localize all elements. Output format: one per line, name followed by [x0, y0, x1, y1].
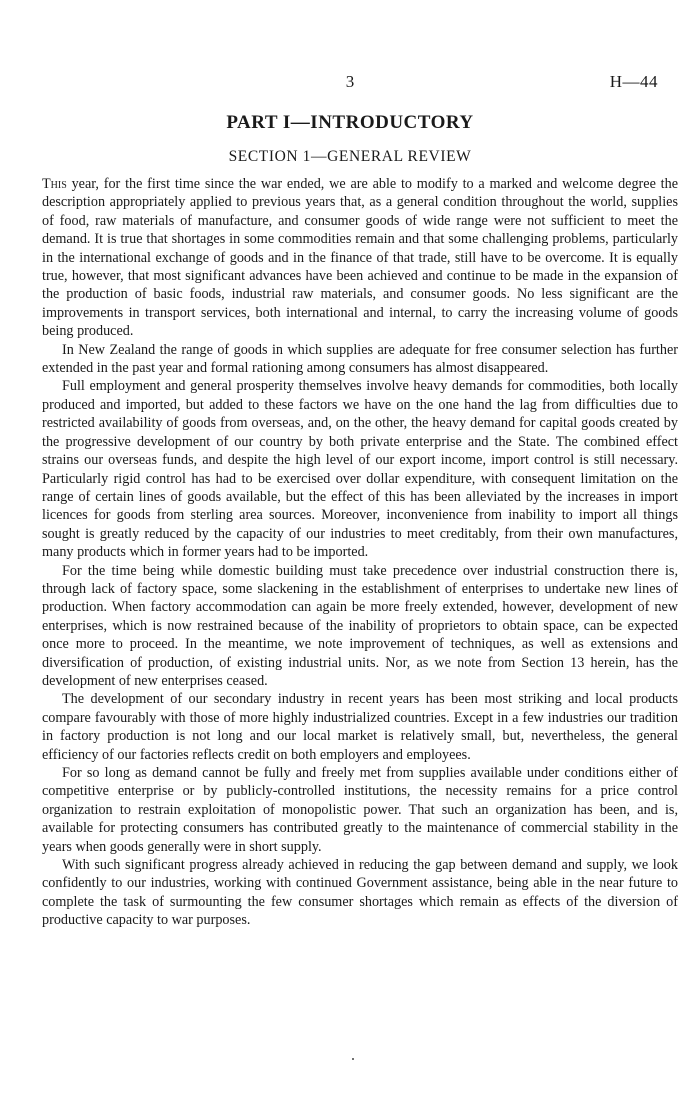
body-text: [42, 175, 678, 930]
paragraph-2: In New Zealand the range of goods in which supplies are adequate for free consumer selection has further extended in the past year and formal rationing among consumers has almost disappeared.: [42, 341, 678, 377]
paragraph-lead-word: This: [42, 176, 67, 192]
paragraph-1-text: year, for the first time since the war ended, we are able to modify to a marked and welcome degree the description appropriately applied to previous years that, as a general condition throughout the world, supplies of food, raw materials of manufacture, and consumer goods of wide range were not sufficient to meet the demand. It is true that shortages in some commodities remain and that some challenging problems, particularly in the international exchange of goods and in the finance of that trade, still have to be overcome. It is equally true, however, that most significant advances have been achieved and continue to be made in the expansion of the production of basic foods, industrial raw materials, and consumer goods. No less significant are the improvements in transport services, both international and internal, to carry the increasing volume of goods being produced.: [42, 176, 678, 340]
page-number: 3: [345, 72, 355, 91]
print-mark: [352, 1058, 354, 1060]
paragraph-7: With such significant progress already achieved in reducing the gap between demand and supply, we look confidently to our industries, working with continued Government assistance, being able in the near future to complete the task of surmounting the few consumer shortages which remain as effects of the diversion of productive capacity to war purposes.: [42, 857, 678, 929]
paragraph-3: Full employment and general prosperity themselves involve heavy demands for commodities, both locally produced and imported, but added to these factors we have on the one hand the lag from difficulties due to restricted availability of goods from overseas, and, on the other, the heavy demand for capital goods created by the progressive development of our country by both private enterprise and the State. The combined effect strains our overseas funds, and despite the high level of our export income, import control is still necessary. Particularly rigid control has had to be exercised over dollar expenditure, with consequent limitation on the range of certain lines of goods available, but the effect of this has been alleviated by the increases in import licences for goods from sterling area sources. Moreover, inconvenience from inability to import all things sought is greatly reduced by the capacity of our industries to meet creditably, from their own manufactures, many products which in former years had to be imported.: [42, 378, 678, 561]
section-title: SECTION 1—GENERAL REVIEW: [228, 148, 472, 165]
paragraph-4: For the time being while domestic building must take precedence over industrial construction there is, through lack of factory space, some slackening in the establishment of enterprises to undertake new lines of production. When factory accommodation can again be more freely extended, however, development of new enterprises, which is now restrained because of the inability of proprietors to obtain space, can be expected once more to proceed. In the meantime, we note improvement of techniques, as well as extensions and diversification of production, of existing industrial units. Nor, as we note from Section 13 herein, has the development of new enterprises ceased.: [42, 562, 678, 689]
paragraph-6: For so long as demand cannot be fully and freely met from supplies available under conditions either of competitive enterprise or by publicly-controlled institutions, the necessity remains for a price control organization to restrain exploitation of monopolistic power. That such an organization has been, and is, available for protecting consumers has contributed greatly to the maintenance of commercial stability in the years when goods generally were in short supply.: [42, 765, 678, 855]
document-reference: H—44: [609, 72, 658, 91]
part-title: PART I—INTRODUCTORY: [226, 112, 474, 133]
paragraph-1: [42, 175, 678, 341]
paragraph-5: The development of our secondary industry in recent years has been most striking and local products compare favourably with those of more highly industrialized countries. Except in a few industries our tradition in factory production is not long and our local market is relatively small, but, nevertheless, the general efficiency of our factories reflects credit on both employers and employees.: [42, 691, 678, 763]
